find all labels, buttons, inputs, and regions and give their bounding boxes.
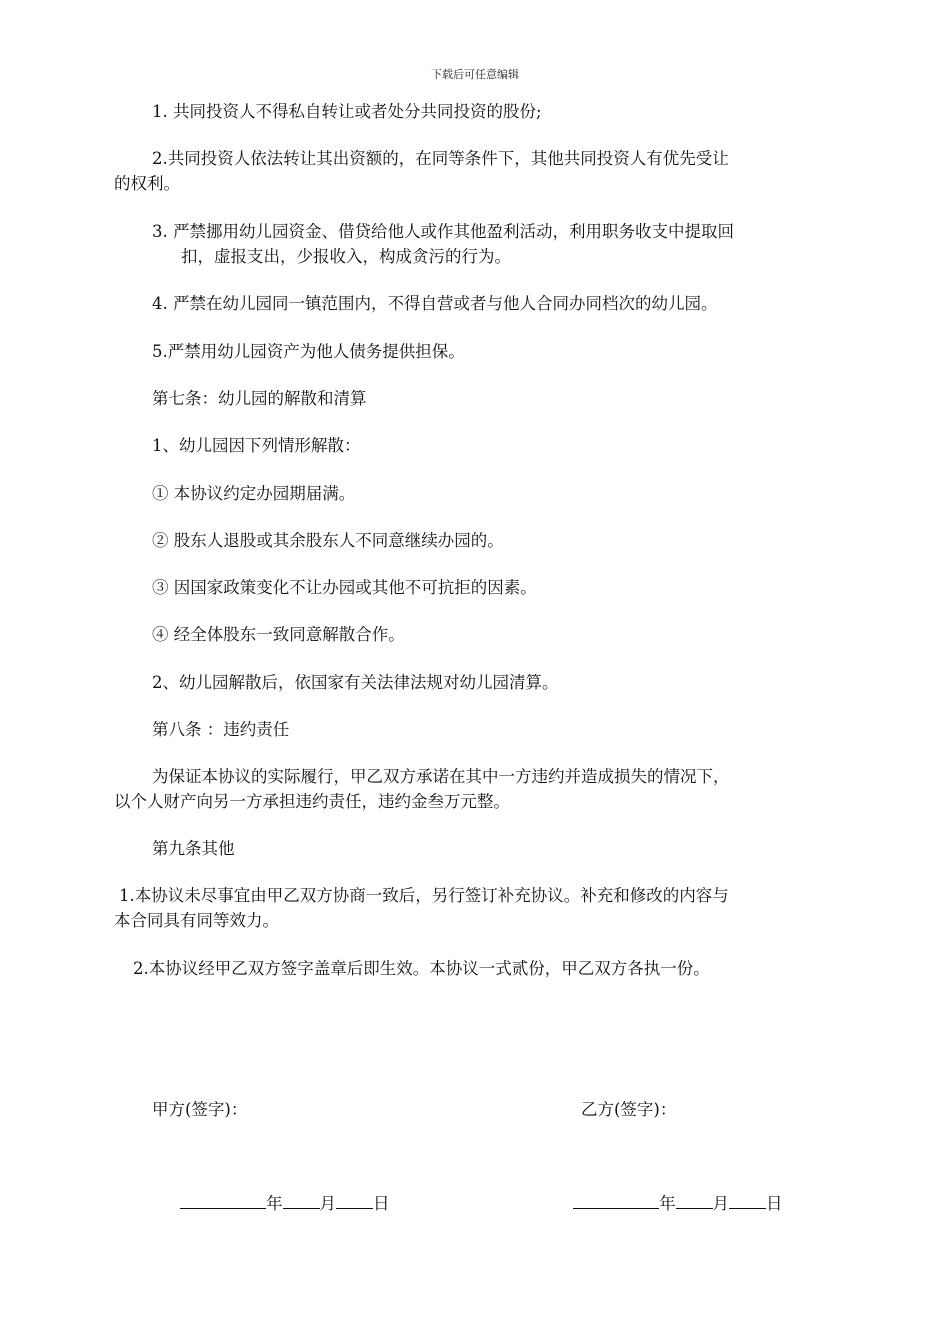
party-b-signature-label: 乙方(签字)：: [581, 1100, 677, 1119]
month-blank[interactable]: [676, 1191, 713, 1209]
day-blank[interactable]: [336, 1191, 373, 1209]
year-label: 年: [266, 1194, 283, 1213]
breach-clause-line1: 为保证本协议的实际履行，甲乙双方承诺在其中一方违约并造成损失的情况下，: [152, 767, 730, 786]
day-label: 日: [766, 1194, 783, 1213]
clause-item-2-line1: 2.共同投资人依法转让其出资额的，在同等条件下，其他共同投资人有优先受让: [152, 149, 729, 168]
dissolution-intro: 1、幼儿园因下列情形解散：: [152, 436, 361, 455]
clause-item-3-line1: 3. 严禁挪用幼儿园资金、借贷给他人或作其他盈利活动，利用职务收支中提取回: [152, 222, 734, 241]
dissolution-case-3: ③ 因国家政策变化不让办园或其他不可抗拒的因素。: [152, 578, 537, 597]
month-label: 月: [319, 1194, 336, 1213]
dissolution-case-2: ② 股东人退股或其余股东人不同意继续办园的。: [152, 531, 504, 550]
section-heading-8: 第八条 ：违约责任: [152, 720, 290, 739]
year-blank[interactable]: [573, 1191, 659, 1209]
party-a-signature-label: 甲方(签字)：: [152, 1100, 248, 1119]
clause-item-1: 1. 共同投资人不得私自转让或者处分共同投资的股份;: [152, 102, 542, 121]
party-b-date: [573, 1191, 783, 1216]
dissolution-case-4: ④ 经全体股东一致同意解散合作。: [152, 625, 405, 644]
month-blank[interactable]: [283, 1191, 320, 1209]
other-item-1-line1: 1.本协议未尽事宜由甲乙双方协商一致后，另行签订补充协议。补充和修改的内容与: [119, 886, 729, 905]
dissolution-case-1: ① 本协议约定办园期届满。: [152, 484, 356, 503]
day-blank[interactable]: [729, 1191, 766, 1209]
section-heading-7: 第七条：幼儿园的解散和清算: [152, 389, 367, 408]
clause-item-5: 5.严禁用幼儿园资产为他人债务提供担保。: [152, 342, 465, 361]
year-label: 年: [659, 1194, 676, 1213]
day-label: 日: [373, 1194, 390, 1213]
liquidation-clause: 2、幼儿园解散后，依国家有关法律法规对幼儿园清算。: [152, 673, 559, 692]
breach-clause-line2: 以个人财产向另一方承担违约责任，违约金叁万元整。: [114, 792, 510, 811]
clause-item-4: 4. 严禁在幼儿园同一镇范围内，不得自营或者与他人合同办同档次的幼儿园。: [152, 294, 718, 313]
page-header: 下载后可任意编辑: [431, 68, 519, 81]
other-item-1-line2: 本合同具有同等效力。: [114, 911, 279, 930]
section-heading-9: 第九条其他: [152, 839, 235, 858]
clause-item-3-line2: 扣，虚报支出，少报收入，构成贪污的行为。: [181, 247, 511, 266]
party-a-date: [180, 1191, 390, 1216]
clause-item-2-line2: 的权利。: [114, 174, 180, 193]
month-label: 月: [712, 1194, 729, 1213]
year-blank[interactable]: [180, 1191, 266, 1209]
other-item-2: 2.本协议经甲乙双方签字盖章后即生效。本协议一式贰份，甲乙双方各执一份。: [133, 959, 710, 978]
